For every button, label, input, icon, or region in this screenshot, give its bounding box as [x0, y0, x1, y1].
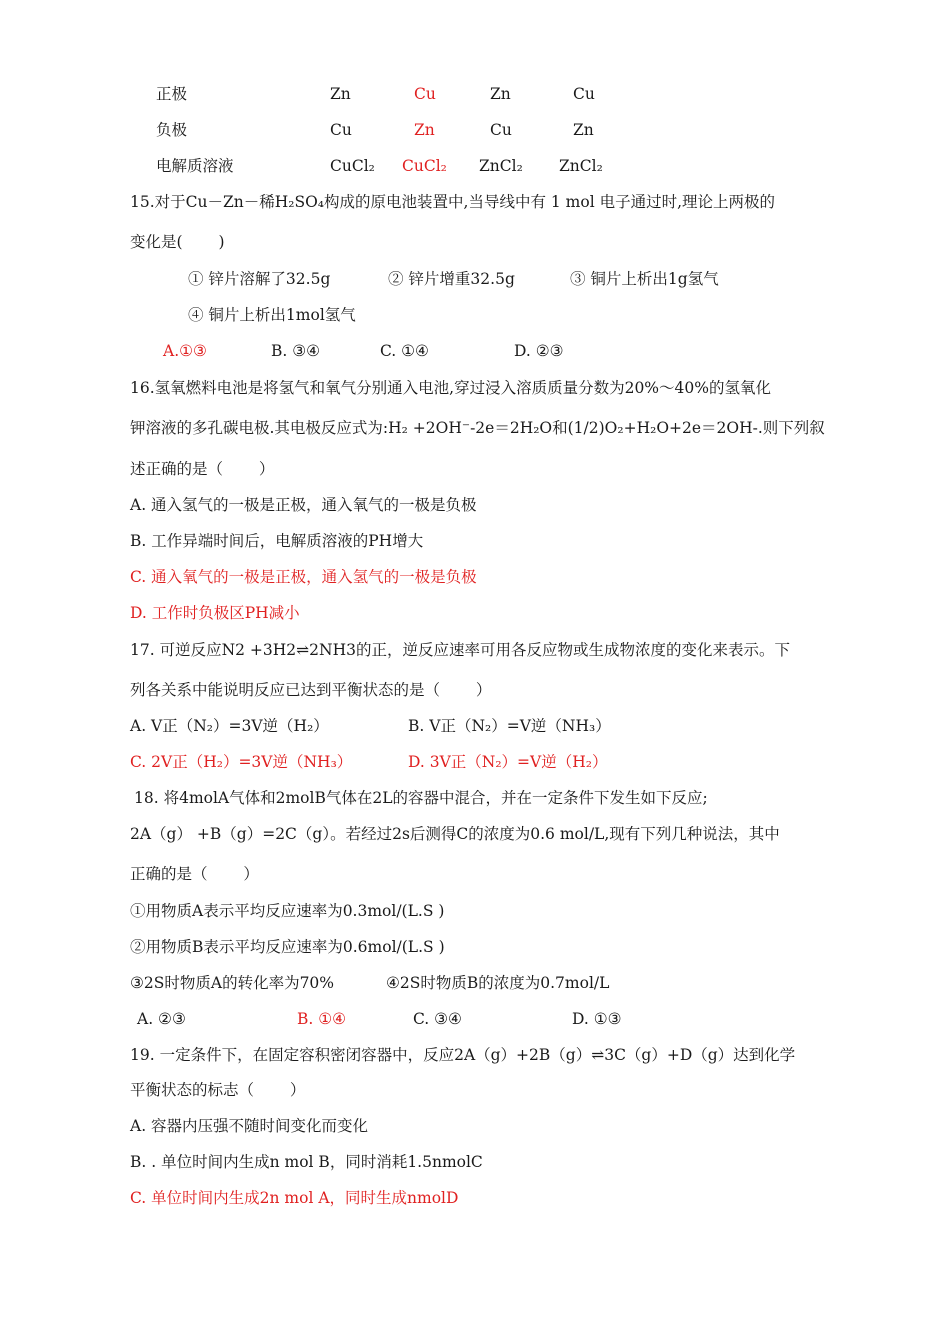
table-label-electrolyte: 电解质溶液 — [156, 157, 234, 175]
q17-stem-line2: 列各关系中能说明反应已达到平衡状态的是（ ） — [130, 681, 492, 699]
q16-option-b: B. 工作异端时间后，电解质溶液的PH增大 — [130, 532, 424, 550]
table-cell: Cu — [573, 85, 595, 103]
q16-stem-line3: 述正确的是（ ） — [130, 460, 275, 478]
q18-statement-2: ②用物质B表示平均反应速率为0.6mol/(L.S ) — [130, 938, 445, 956]
q19-option-a: A. 容器内压强不随时间变化而变化 — [130, 1117, 369, 1135]
q17-option-a: A. V正（N₂）=3V逆（H₂） — [130, 717, 329, 735]
table-cell: Zn — [490, 85, 511, 103]
q19-option-b: B. . 单位时间内生成n mol B，同时消耗1.5nmolC — [130, 1153, 483, 1171]
q15-stem-line1: 15.对于Cu－Zn－稀H₂SO₄构成的原电池装置中,当导线中有 1 mol 电子通过时,理论上两极的 — [130, 193, 776, 211]
q18-stem-line1: 18. 将4molA气体和2molB气体在2L的容器中混合，并在一定条件下发生如下反应; — [134, 789, 708, 807]
table-cell: Zn — [330, 85, 351, 103]
q16-stem-line1: 16.氢氧燃料电池是将氢气和氧气分别通入电池,穿过浸入溶质质量分数为20%～40%的氢氧化 — [130, 379, 771, 397]
q17-option-d-answer: D. 3V正（N₂）=V逆（H₂） — [408, 753, 608, 771]
table-label-negative: 负极 — [156, 121, 188, 139]
table-cell-answer: CuCl₂ — [402, 157, 447, 175]
q16-option-a: A. 通入氢气的一极是正极，通入氧气的一极是负极 — [130, 496, 477, 514]
table-cell: CuCl₂ — [330, 157, 375, 175]
q18-choice-a: A. ②③ — [137, 1010, 186, 1028]
q15-option-3: ③ 铜片上析出1g氢气 — [570, 270, 719, 288]
q18-statement-1: ①用物质A表示平均反应速率为0.3mol/(L.S ) — [130, 902, 445, 920]
q15-choice-b: B. ③④ — [271, 342, 321, 360]
q19-option-c-answer: C. 单位时间内生成2n mol A，同时生成nmolD — [130, 1189, 459, 1207]
table-cell: Zn — [573, 121, 594, 139]
q16-stem-line2: 钾溶液的多孔碳电极.其电极反应式为:H₂ +2OH⁻-2e＝2H₂O和(1/2)O₂+H₂O+2e＝2OH-.则下列叙 — [130, 419, 825, 437]
table-cell-answer: Cu — [414, 85, 436, 103]
q17-stem-line1: 17. 可逆反应N2 +3H2⇌2NH3的正，逆反应速率可用各反应物或生成物浓度的变化来表示。下 — [130, 641, 790, 659]
q17-option-b: B. V正（N₂）=V逆（NH₃） — [408, 717, 611, 735]
table-cell: ZnCl₂ — [479, 157, 523, 175]
q19-stem-line1: 19. 一定条件下，在固定容积密闭容器中，反应2A（g）+2B（g）⇌3C（g）+D（g）达到化学 — [130, 1046, 796, 1064]
q15-choice-d: D. ②③ — [514, 342, 564, 360]
q15-option-4: ④ 铜片上析出1mol氢气 — [188, 306, 356, 324]
q18-statement-4: ④2S时物质B的浓度为0.7mol/L — [386, 974, 610, 992]
q18-statement-3: ③2S时物质A的转化率为70% — [130, 974, 335, 992]
q19-stem-line2: 平衡状态的标志（ ） — [130, 1081, 306, 1099]
table-label-positive: 正极 — [156, 85, 188, 103]
q17-option-c-answer: C. 2V正（H₂）=3V逆（NH₃） — [130, 753, 353, 771]
q15-option-2: ② 锌片增重32.5g — [388, 270, 515, 288]
q16-option-d-answer: D. 工作时负极区PH减小 — [130, 604, 300, 622]
q15-choice-a-answer: A.①③ — [163, 342, 207, 360]
q18-choice-b-answer: B. ①④ — [297, 1010, 347, 1028]
table-cell: Cu — [490, 121, 512, 139]
q15-stem-line2: 变化是( ) — [130, 233, 225, 251]
table-cell: Cu — [330, 121, 352, 139]
q15-option-1: ① 锌片溶解了32.5g — [188, 270, 331, 288]
q18-choice-d: D. ①③ — [572, 1010, 622, 1028]
table-cell-answer: Zn — [414, 121, 435, 139]
q18-stem-line3: 正确的是（ ） — [130, 865, 259, 883]
table-cell: ZnCl₂ — [559, 157, 603, 175]
q16-option-c-answer: C. 通入氧气的一极是正极，通入氢气的一极是负极 — [130, 568, 477, 586]
q15-choice-c: C. ①④ — [380, 342, 429, 360]
q18-stem-line2: 2A（g） +B（g）=2C（g）。若经过2s后测得C的浓度为0.6 mol/L,现有下列几种说法，其中 — [130, 825, 780, 843]
q18-choice-c: C. ③④ — [413, 1010, 462, 1028]
